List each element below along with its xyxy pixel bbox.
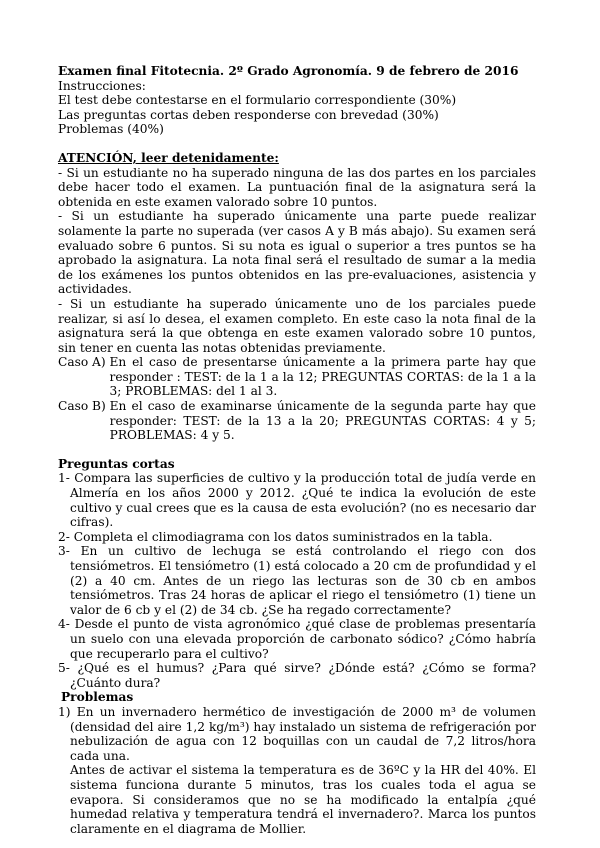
short-question: 2- Completa el climodiagrama con los datos suministrados en la tabla.: [58, 529, 493, 544]
exam-page: [58, 64, 536, 836]
short-question: 3- En un cultivo de lechuga se está controlando el riego con dos tensiómetros. El tensiómetro (1) está colocado a 20 cm de profundidad y el (2) a 40 cm. Antes de un riego las lecturas son de 30 cb en ambos tensiómetros. Tras 24 horas de aplicar el riego el tensiómetro (1) tiene un valor de 6 cb y el (2) de 34 cb. ¿Se ha regado correctamente?: [58, 544, 536, 617]
caso-b: [58, 399, 536, 443]
exam-title: Examen final Fitotecnia. 2º Grado Agronomía. 9 de febrero de 2016: [58, 64, 519, 78]
short-question: 4- Desde el punto de vista agronómico ¿qué clase de problemas presentaría un suelo con una elevada proporción de carbonato sódico? ¿Cómo habría que recuperarlo para el cultivo?: [58, 617, 536, 661]
attention-paragraph: - Si un estudiante ha superado únicamente uno de los parciales puede realizar, si así lo desea, el examen completo. En este caso la nota final de la asignatura será la que obtenga en este examen valorado sobre 10 puntos, sin tener en cuenta las notas obtenidas previamente.: [58, 296, 536, 355]
spacer: [58, 443, 536, 457]
problem-1-question: Antes de activar el sistema la temperatura es de 36ºC y la HR del 40%. El sistema funciona durante 5 minutos, tras los cuales toda el agua se evapora. Si consideramos que no se ha modificado la entalpía ¿qué humedad relativa y temperatura tendrá el invernadero?. Marca los puntos claramente en el diagrama de Mollier.: [70, 763, 536, 836]
attention-paragraph: - Si un estudiante ha superado únicamente una parte puede realizar solamente la parte no superada (ver casos A y B más abajo). Su examen será evaluado sobre 6 puntos. Si su nota es igual o superior a tres puntos se ha aprobado la asignatura. La nota final será el resultado de sumar a la media de los exámenes los puntos obtenidos en las pre-evaluaciones, asistencia y actividades.: [58, 209, 536, 297]
short-questions-heading: Preguntas cortas: [58, 456, 175, 471]
problems-heading: Problemas: [61, 690, 134, 705]
caso-a-text: En el caso de presentarse únicamente a la primera parte hay que responder : TEST: de la 1 a la 12; PREGUNTAS CORTAS: de la 1 a la 3; PROBLEMAS: del 1 al 3.: [109, 355, 536, 399]
short-question: 1- Compara las superficies de cultivo y la producción total de judía verde en Almería en los años 2000 y 2012. ¿Qué te indica la evolución de este cultivo y cual crees que es la causa de esta evolución? (no es necesario dar cifras).: [58, 471, 536, 530]
spacer: [58, 137, 536, 151]
problem-1-intro: 1) En un invernadero hermético de investigación de 2000 m³ de volumen (densidad del aire 1,2 kg/m³) hay instalado un sistema de refrigeración por nebulización de agua con 12 boquillas con un caudal de 7,2 litros/hora cada una.: [58, 704, 536, 763]
instructions-label: Instrucciones:: [58, 78, 146, 93]
caso-b-label: Caso B): [58, 399, 110, 414]
short-question: 5- ¿Qué es el humus? ¿Para qué sirve? ¿Dónde está? ¿Cómo se forma? ¿Cuánto dura?: [58, 661, 536, 690]
attention-paragraph: - Si un estudiante no ha superado ninguna de las dos partes en los parciales debe hacer todo el examen. La puntuación final de la asignatura será la obtenida en este examen valorado sobre 10 puntos.: [58, 165, 536, 209]
caso-a-label: Caso A): [58, 355, 110, 370]
instruction-line: El test debe contestarse en el formulario correspondiente (30%): [58, 93, 457, 108]
attention-heading: ATENCIÓN, leer detenidamente:: [58, 150, 279, 165]
caso-b-text: En el caso de examinarse únicamente de la segunda parte hay que responder: TEST: de la 13 a la 20; PREGUNTAS CORTAS: 4 y 5; PROBLEMAS: 4 y 5.: [109, 399, 536, 443]
caso-a: [58, 355, 536, 399]
instruction-line: Las preguntas cortas deben responderse con brevedad (30%): [58, 107, 439, 122]
instruction-line: Problemas (40%): [58, 122, 164, 137]
